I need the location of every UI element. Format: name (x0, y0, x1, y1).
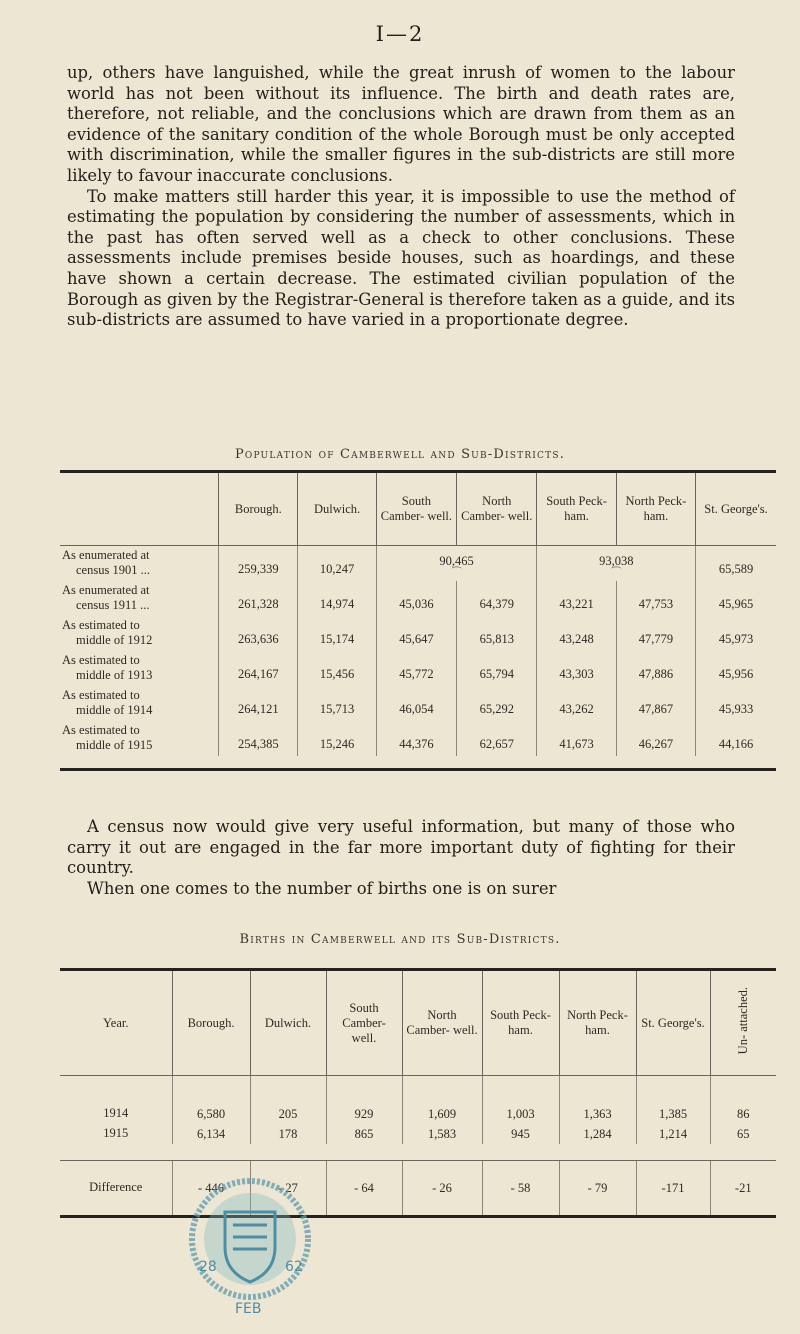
stamp-month: FEB (235, 1301, 262, 1317)
table-cell: 259,339 (219, 546, 298, 582)
population-header-row (60, 472, 776, 546)
table-cell: 205 (250, 1076, 326, 1125)
table-row (60, 546, 776, 582)
table-cell: 45,965 (696, 581, 776, 616)
middle-text (67, 817, 735, 899)
pop-header-north-peckham: North Peck- ham. (616, 472, 695, 546)
table-row (60, 1076, 776, 1125)
stamp-day: 28 (199, 1259, 217, 1275)
births-header-row (60, 970, 776, 1076)
table-row (60, 651, 776, 686)
births-header-st-georges: St. George's. (636, 970, 710, 1076)
row-label: As estimated to middle of 1913 (62, 653, 153, 682)
births-header-unattached: Un- attached. (710, 970, 776, 1076)
bracket-icon: ⌒ (610, 567, 622, 579)
table-cell: 45,772 (376, 651, 456, 686)
table-cell: -171 (636, 1161, 710, 1217)
table-row (60, 616, 776, 651)
table-cell: 65,794 (457, 651, 537, 686)
table-row (60, 686, 776, 721)
births-table (60, 968, 776, 1218)
table-cell: 1,003 (482, 1076, 559, 1125)
table-row (60, 721, 776, 756)
row-label: As enumerated at census 1911 ... (62, 583, 150, 612)
table-cell: - 27 (250, 1161, 326, 1217)
pop-header-south-peckham: South Peck- ham. (537, 472, 616, 546)
table-cell: 43,248 (537, 616, 616, 651)
table-cell: 15,246 (298, 721, 376, 756)
paragraph-4: When one comes to the number of births one is on surer (87, 878, 557, 898)
paragraph-2: To make matters still harder this year, it is impossible to use the method of estimating the population by considering the number of assessments, which in the past has often served well as a check to other conclusions. These assessments include premises beside houses, such as hoardings, and these have shown a certain decrease. The estimated civilian population of the Borough as given by the Registrar-General is therefore taken as a guide, and its sub-districts are assumed to have varied in a proportionate degree. (67, 186, 735, 330)
table-cell: 46,054 (376, 686, 456, 721)
table-cell: 45,036 (376, 581, 456, 616)
table-cell: 45,933 (696, 686, 776, 721)
table-row (60, 581, 776, 616)
table-cell: 263,636 (219, 616, 298, 651)
table-cell: 264,121 (219, 686, 298, 721)
table-cell: - 58 (482, 1161, 559, 1217)
table-cell: 254,385 (219, 721, 298, 756)
table-cell: 43,221 (537, 581, 616, 616)
table-cell: 62,657 (457, 721, 537, 756)
table-cell: - 26 (402, 1161, 482, 1217)
table-cell: 261,328 (219, 581, 298, 616)
pop-header-north-camberwell: North Camber- well. (457, 472, 537, 546)
table-cell: 178 (250, 1124, 326, 1144)
table-cell: 945 (482, 1124, 559, 1144)
table-cell: 44,376 (376, 721, 456, 756)
table-cell: 47,753 (616, 581, 695, 616)
pop-header-south-camberwell: South Camber- well. (376, 472, 456, 546)
row-label: As enumerated at census 1901 ... (62, 548, 150, 577)
population-table (60, 470, 776, 771)
table-cell: 45,956 (696, 651, 776, 686)
table-cell: 41,673 (537, 721, 616, 756)
table-cell: - 446 (172, 1161, 250, 1217)
table-cell: 6,134 (172, 1124, 250, 1144)
births-header-dulwich: Dulwich. (250, 970, 326, 1076)
births-header-year: Year. (103, 1015, 129, 1030)
table-cell: -21 (710, 1161, 776, 1217)
table-cell: 47,867 (616, 686, 695, 721)
births-header-north-peckham: North Peck- ham. (559, 970, 636, 1076)
difference-row (60, 1161, 776, 1217)
table-cell: 264,167 (219, 651, 298, 686)
difference-label: Difference (60, 1161, 172, 1217)
table-cell: 15,174 (298, 616, 376, 651)
table-cell: 1,583 (402, 1124, 482, 1144)
table-cell: 15,713 (298, 686, 376, 721)
table-cell: 14,974 (298, 581, 376, 616)
intro-text (67, 63, 735, 331)
table-cell: 43,262 (537, 686, 616, 721)
table-cell: 1,385 (636, 1076, 710, 1125)
page-number: I—2 (375, 22, 425, 46)
pop-header-st-georges: St. George's. (696, 472, 776, 546)
table-cell: 65,813 (457, 616, 537, 651)
table-cell: 865 (326, 1124, 402, 1144)
births-header-south-camberwell: South Camber- well. (326, 970, 402, 1076)
row-label: As estimated to middle of 1912 (62, 618, 153, 647)
bracket-icon: ⌒ (451, 567, 463, 579)
table-cell: 64,379 (457, 581, 537, 616)
paragraph-1: up, others have languished, while the great inrush of women to the labour world has not been without its influence. The birth and death rates are, therefore, not reliable, and the conclusions which are drawn from them as an evidence of the sanitary condition of the whole Borough must be only accepted with discrimination, while the smaller figures in the sub-districts are still more likely to favour inaccurate conclusions. (67, 63, 735, 185)
table-cell: 47,886 (616, 651, 695, 686)
table-cell: 65,589 (696, 546, 776, 582)
year-cell: 1914 (103, 1105, 129, 1120)
table-cell: 65,292 (457, 686, 537, 721)
pop-header-borough: Borough. (219, 472, 298, 546)
table-cell: 1,214 (636, 1124, 710, 1144)
row-label: As estimated to middle of 1914 (62, 688, 153, 717)
table-cell: 43,303 (537, 651, 616, 686)
table-cell: 47,779 (616, 616, 695, 651)
births-header-north-camberwell: North Camber- well. (402, 970, 482, 1076)
births-header-borough: Borough. (172, 970, 250, 1076)
table-cell: 1,284 (559, 1124, 636, 1144)
births-header-south-peckham: South Peck- ham. (482, 970, 559, 1076)
table-cell: - 64 (326, 1161, 402, 1217)
table-cell: 1,363 (559, 1076, 636, 1125)
stamp-year: 62 (285, 1259, 303, 1275)
pop-header-label (60, 472, 219, 546)
pop-header-dulwich: Dulwich. (298, 472, 376, 546)
table-cell-merged: 90,465 ⌒ (376, 546, 537, 582)
year-cell: 1915 (103, 1125, 129, 1140)
library-stamp-icon (185, 1177, 315, 1317)
table-cell: - 79 (559, 1161, 636, 1217)
table-cell: 46,267 (616, 721, 695, 756)
table-cell: 15,456 (298, 651, 376, 686)
table-cell: 10,247 (298, 546, 376, 582)
table-cell-merged: 93,038 ⌒ (537, 546, 696, 582)
table-cell: 929 (326, 1076, 402, 1125)
row-label: As estimated to middle of 1915 (62, 723, 153, 752)
population-table-caption: Population of Camberwell and Sub-Districts. (234, 447, 566, 462)
paragraph-3: A census now would give very useful information, but many of those who carry it out are engaged in the far more important duty of fighting for their country. (67, 817, 735, 878)
births-table-caption: Births in Camberwell and its Sub-Districts. (239, 932, 561, 947)
table-row (60, 1124, 776, 1144)
table-cell: 45,647 (376, 616, 456, 651)
table-cell: 6,580 (172, 1076, 250, 1125)
table-cell: 44,166 (696, 721, 776, 756)
table-cell: 1,609 (402, 1076, 482, 1125)
table-cell: 86 (710, 1076, 776, 1125)
table-cell: 65 (710, 1124, 776, 1144)
table-cell: 45,973 (696, 616, 776, 651)
